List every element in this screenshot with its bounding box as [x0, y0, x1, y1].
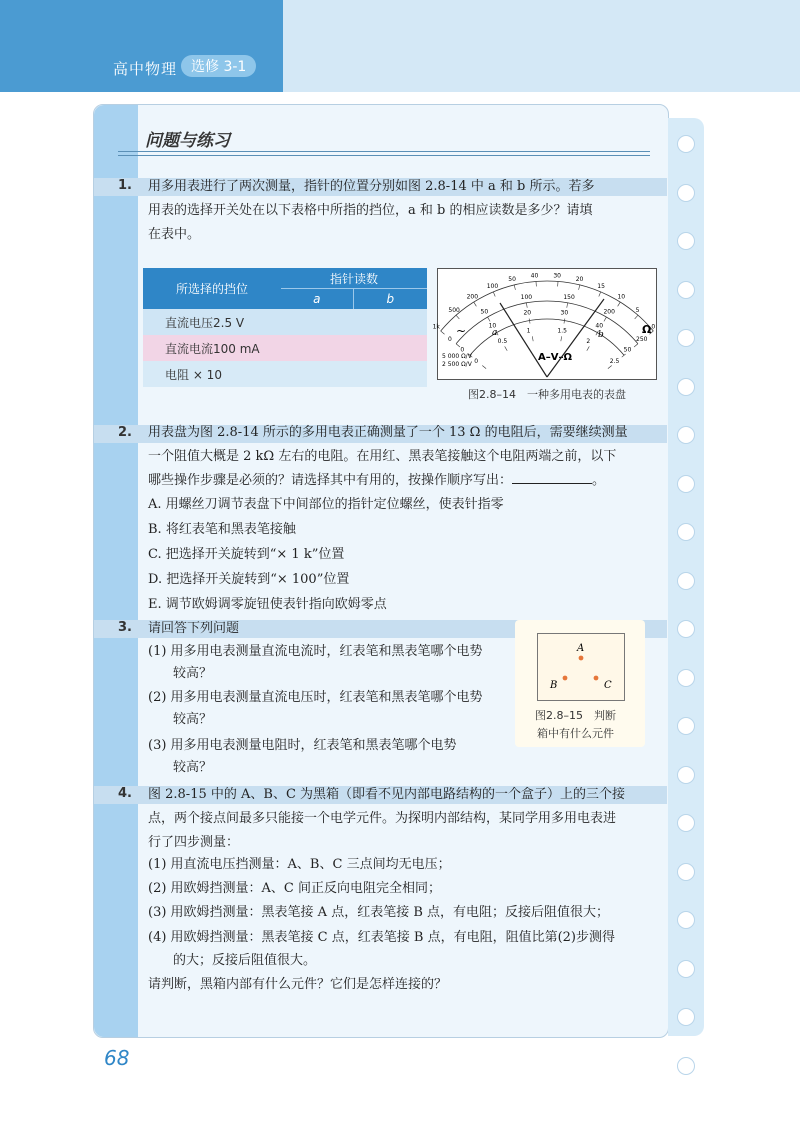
reading-table: [143, 268, 427, 387]
multimeter-dial: [432, 268, 657, 380]
low-tick-label: 2: [586, 337, 591, 345]
question-1-line: 在表中。: [148, 227, 201, 242]
dial-tick: [514, 285, 515, 290]
low-tick-label: 2.5: [609, 357, 620, 365]
table-cell-a[interactable]: [281, 309, 353, 335]
binder-hole: [677, 281, 695, 299]
table-row: [143, 309, 427, 335]
black-box: [537, 633, 625, 701]
low-tick-label: 1.5: [557, 327, 567, 335]
question-3-item-2: (2) 用多用电表测量直流电压时，红表笔和黑表笔哪个电势: [148, 690, 483, 705]
table-cell-switch: 直流电流100 mA: [165, 341, 260, 356]
question-4-question: 请判断，黑箱内部有什么元件？它们是怎样连接的？: [148, 977, 448, 992]
ac-tick-label: 30: [560, 309, 569, 317]
binder-hole: [677, 766, 695, 784]
dial-center-label: A–V–Ω: [538, 352, 572, 363]
question-4-step-4: (4) 用欧姆挡测量：黑表笔接 C 点，红表笔接 B 点，有电阻，阻值比第(2)步测得: [148, 930, 615, 945]
binder-hole: [677, 523, 695, 541]
black-box-caption-line-2: 箱中有什么元件: [537, 727, 614, 740]
terminal-b: [563, 676, 568, 681]
omega-tick-label: 30: [553, 272, 561, 280]
option-c: C. 把选择开关旋转到“× 1 k”位置: [148, 547, 345, 562]
dial-tick: [532, 336, 533, 341]
table-cell-switch: 电阻 × 10: [165, 367, 222, 382]
dc-tick-label: 250: [636, 336, 648, 344]
answer-blank[interactable]: [512, 471, 592, 484]
table-row: [143, 361, 427, 387]
question-1-line: 用表的选择开关处在以下表格中所指的挡位，a 和 b 的相应读数是多少？请填: [148, 203, 593, 218]
option-a: A. 用螺丝刀调节表盘下中间部位的指针定位螺丝，使表针指零: [148, 497, 504, 512]
table-header-a: a: [281, 289, 353, 310]
dial-tick: [474, 302, 477, 306]
binder-hole: [677, 426, 695, 444]
table-header-reading: 指针读数: [281, 268, 427, 289]
dial-tick: [567, 303, 568, 308]
ac-tick-label: 0: [460, 346, 465, 354]
question-2-text: [148, 421, 656, 493]
question-3-item-1-cont: 较高？: [173, 666, 213, 681]
dc-tick-label: 200: [603, 308, 615, 316]
question-4-line: 行了四步测量：: [148, 835, 240, 850]
dial-tick: [482, 365, 486, 368]
dial-tick: [564, 319, 565, 324]
dial-spec-ac: 2 500 Ω/V: [442, 361, 472, 368]
low-tick-label: 1: [526, 327, 531, 335]
black-box-svg: [538, 634, 624, 700]
needle-a-label: a: [492, 328, 498, 338]
dial-tick: [608, 365, 612, 368]
needle-b-label: b: [598, 330, 604, 340]
ac-tick-label: 20: [523, 309, 532, 317]
question-3-number: 3.: [118, 620, 132, 635]
dial-svg: [432, 269, 656, 379]
question-2-tail: 。: [592, 473, 606, 488]
header-band-light: [283, 0, 800, 92]
table-cell-a[interactable]: [281, 361, 353, 387]
question-4-text: [148, 783, 656, 855]
dial-tick: [529, 319, 530, 324]
question-3-item-2-cont: 较高？: [173, 712, 213, 727]
question-4-line: 点，两个接点间最多只能接一个电学元件。为探明内部结构，某同学用多用电表进: [148, 811, 617, 826]
dc-tick-label: 100: [520, 293, 533, 301]
book-title: 高中物理: [113, 60, 178, 78]
volume-badge: 选修 3-1: [181, 55, 256, 77]
table-cell-b[interactable]: [353, 361, 427, 387]
question-4-step-2: (2) 用欧姆挡测量：A、C 间正反向电阻完全相同；: [148, 881, 442, 896]
question-3-item-3: (3) 用多用电表测量电阻时，红表笔和黑表笔哪个电势: [148, 738, 457, 753]
omega-tick-label: 100: [486, 283, 499, 291]
binder-hole: [677, 329, 695, 347]
dial-tick: [505, 346, 508, 350]
dc-tick-label: 150: [563, 293, 575, 301]
binder-hole: [677, 911, 695, 929]
question-4-line: 图 2.8-15 中的 A、B、C 为黑箱（即看不见内部电路结构的一个盒子）上的三个接: [148, 787, 626, 802]
binder-hole: [677, 135, 695, 153]
question-1-line: 用多用表进行了两次测量，指针的位置分别如图 2.8-14 中 a 和 b 所示。若多: [148, 179, 595, 194]
dial-omega-label: Ω: [642, 323, 652, 336]
question-2-number: 2.: [118, 425, 132, 440]
option-e: E. 调节欧姆调零旋钮使表针指向欧姆零点: [148, 597, 387, 612]
omega-tick-label: 15: [597, 283, 605, 291]
panel-side-strip: [94, 105, 138, 1037]
question-3-item-3-cont: 较高？: [173, 760, 213, 775]
low-tick-label: 0.5: [497, 337, 508, 345]
question-4-step-4-cont: 的大；反接后阻值很大。: [173, 953, 317, 968]
dial-tick: [456, 315, 459, 319]
dial-tick: [526, 303, 527, 308]
dc-tick-label: 0: [447, 336, 452, 344]
black-box-caption-line-1: 图2.8–15 判断: [535, 709, 616, 722]
terminal-c-label: C: [604, 680, 612, 691]
question-2-prompt: 哪些操作步骤是必须的？请选择其中有用的，按操作顺序写出：: [148, 473, 513, 488]
question-4-step-3: (3) 用欧姆挡测量：黑表笔接 A 点，红表笔接 B 点，有电阻；反接后阻值很大；: [148, 905, 610, 920]
question-4-step-1: (1) 用直流电压挡测量：A、B、C 三点间均无电压；: [148, 857, 451, 872]
section-title: 问题与练习: [145, 131, 230, 151]
dial-arc: [441, 281, 654, 331]
dial-wave-label: ~: [456, 324, 467, 338]
dial-tick: [493, 292, 495, 297]
dial-tick: [587, 346, 590, 350]
ac-tick-label: 50: [623, 346, 632, 354]
omega-tick-label: 200: [466, 293, 479, 301]
binder-hole: [677, 232, 695, 250]
table-cell-switch: 直流电压2.5 V: [165, 315, 245, 330]
dial-tick: [634, 344, 638, 347]
omega-tick-label: 50: [508, 276, 516, 284]
dial-spec-dc: 5 000 Ω/V: [442, 353, 472, 360]
terminal-b-label: B: [550, 680, 558, 691]
ac-tick-label: 10: [488, 322, 497, 330]
omega-tick-label: 500: [448, 307, 460, 315]
needle-b: [547, 299, 604, 377]
terminal-c: [594, 676, 599, 681]
low-tick-label: 0: [474, 357, 479, 365]
dc-tick-label: 50: [480, 308, 489, 316]
question-3-item-1: (1) 用多用电表测量直流电流时，红表笔和黑表笔哪个电势: [148, 644, 483, 659]
table-cell-b[interactable]: [353, 335, 427, 361]
binder-hole: [677, 960, 695, 978]
table-cell-a[interactable]: [281, 335, 353, 361]
omega-tick-label: 5: [635, 307, 640, 315]
question-4-number: 4.: [118, 786, 132, 801]
terminal-a-label: A: [577, 643, 585, 654]
dial-tick: [561, 336, 562, 341]
option-b: B. 将红表笔和黑表笔接触: [148, 522, 296, 537]
binder-hole: [677, 620, 695, 638]
dial-tick: [618, 302, 621, 306]
binder-hole: [677, 475, 695, 493]
dial-tick: [488, 317, 491, 321]
table-cell-b[interactable]: [353, 309, 427, 335]
table-row: [143, 335, 427, 361]
question-1-number: 1.: [118, 178, 132, 193]
question-2-line: 用表盘为图 2.8-14 所示的多用电表正确测量了一个 13 Ω 的电阻后，需要继续测量: [148, 425, 628, 440]
page-number: 68: [104, 1046, 130, 1070]
dial-tick: [441, 331, 445, 334]
title-rule: [118, 151, 650, 152]
omega-tick-label: 0: [651, 323, 656, 331]
binder-hole: [677, 1008, 695, 1026]
meter-caption: 图2.8–14 一种多用电表的表盘: [468, 388, 626, 401]
option-d: D. 把选择开关旋转到“× 100”位置: [148, 572, 350, 587]
binder-hole: [677, 184, 695, 202]
table-header-b: b: [353, 289, 427, 310]
dial-arc: [456, 301, 638, 344]
binder-hole: [677, 717, 695, 735]
omega-tick-label: 1k: [432, 323, 440, 331]
dial-tick: [604, 317, 607, 321]
binder-hole: [677, 572, 695, 590]
omega-tick-label: 10: [617, 293, 626, 301]
terminal-a: [579, 656, 584, 661]
question-1-text: [148, 175, 656, 247]
binder-hole: [677, 1057, 695, 1075]
binder-hole: [677, 814, 695, 832]
dial-tick: [599, 292, 601, 297]
dial-tick: [635, 315, 638, 319]
omega-tick-label: 20: [575, 276, 584, 284]
binder-hole: [677, 669, 695, 687]
title-rule-secondary: [118, 155, 650, 156]
omega-tick-label: 40: [530, 272, 539, 280]
dial-tick: [579, 285, 580, 290]
question-3-intro: 请回答下列问题: [148, 621, 240, 636]
ac-tick-label: 40: [595, 322, 604, 330]
question-2-line: [148, 469, 656, 493]
binder-hole: [677, 378, 695, 396]
table-header-switch: 所选择的挡位: [143, 268, 281, 309]
binder-hole: [677, 863, 695, 881]
question-2-line: 一个阻值大概是 2 kΩ 左右的电阻。在用红、黑表笔接触这个电阻两端之前，以下: [148, 449, 617, 464]
